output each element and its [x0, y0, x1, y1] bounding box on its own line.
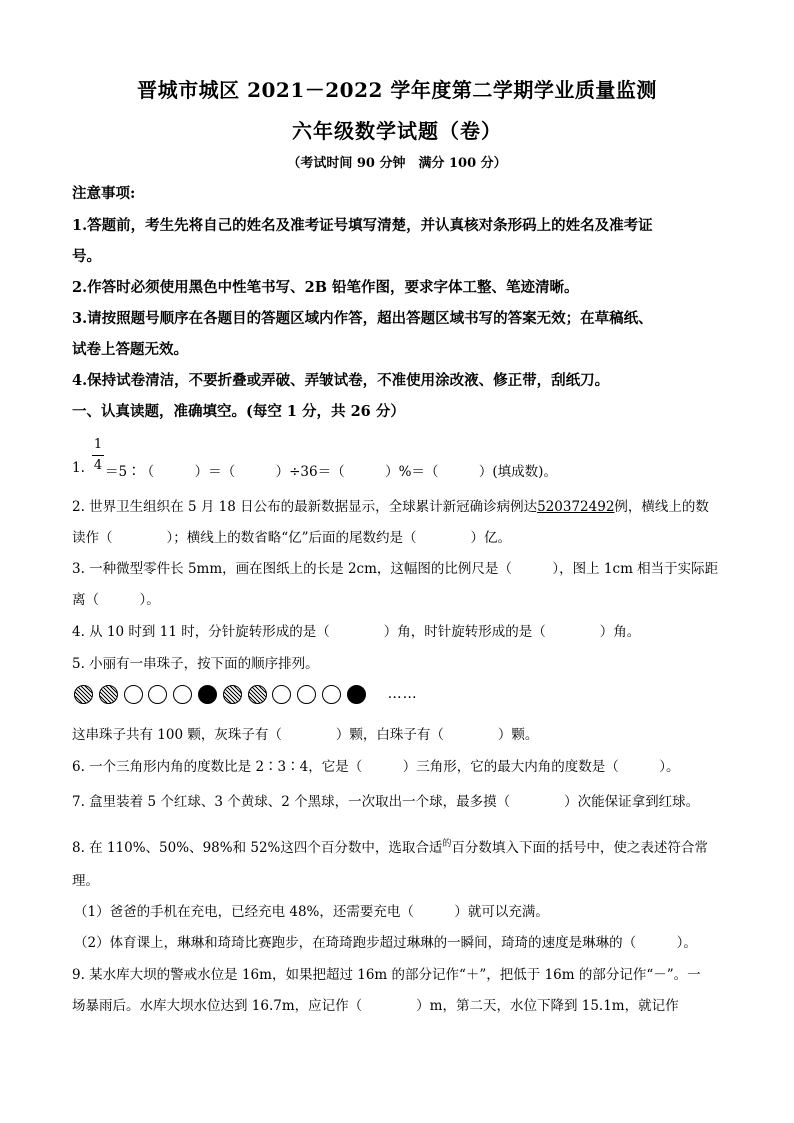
bead-sequence [74, 683, 418, 705]
question-7: 7. 盒里装着 5 个红球、3 个黄球、2 个黑球，一次取出一个球，最多摸（ ）次能保证拿到红球。 [72, 794, 700, 810]
question-8-text-a: 8. 在 110%、50%、98%和 52%这四个百分数中，选取合适 [72, 840, 443, 856]
question-2-line-1 [72, 495, 709, 515]
white-bead [297, 685, 316, 704]
gray-bead [99, 685, 118, 704]
gray-bead [223, 685, 242, 704]
question-8-sub-1: （1）爸爸的手机在充电，已经充电 48%，还需要充电（ ）就可以充满。 [74, 904, 549, 920]
white-bead [173, 685, 192, 704]
question-2-text-a: 2. 世界卫生组织在 5 月 18 日公布的最新数据显示，全球累计新冠确诊病例达 [72, 499, 538, 515]
question-8-sub-2: （2）体育课上，琳琳和琦琦比赛跑步，在琦琦跑步超过琳琳的一瞬间，琦琦的速度是琳琳的（ ）。 [74, 935, 697, 951]
white-bead [322, 685, 341, 704]
note-3-line-1: 3.请按照题号顺序在各题目的答题区域内作答，超出答题区域书写的答案无效；在草稿纸、 [72, 310, 653, 327]
exam-title: 晋城市城区 2021－2022 学年度第二学期学业质量监测 [137, 78, 657, 102]
section-1-heading: 一、认真读题，准确填空。(每空 1 分，共 26 分） [72, 403, 405, 420]
fraction-denominator: 4 [93, 458, 103, 473]
question-2-line-2: 读作（ ）；横线上的数省略“亿”后面的尾数约是（ ）亿。 [72, 530, 512, 546]
question-3-line-2: 离（ ）。 [72, 592, 160, 608]
white-bead [124, 685, 143, 704]
question-6: 6. 一个三角形内角的度数比是 2∶3∶4，它是（ ）三角形，它的最大内角的度数是（ ）。 [72, 759, 680, 775]
fraction-one-quarter [92, 438, 104, 473]
exam-subtitle: 六年级数学试题（卷） [292, 119, 502, 143]
case-count-number: 520372492 [537, 499, 615, 515]
notes-heading: 注意事项: [72, 185, 136, 202]
question-3-line-1: 3. 一种微型零件长 5mm，画在图纸上的长是 2cm，这幅图的比例尺是（ ），图上 1cm 相当于实际距 [72, 561, 719, 577]
note-4: 4.保持试卷清洁，不要折叠或弄破、弄皱试卷，不准使用涂改液、修正带，刮纸刀。 [72, 372, 610, 389]
question-9-line-1: 9. 某水库大坝的警戒水位是 16m，如果把超过 16m 的部分记作“＋”，把低于 16m 的部分记作“－”。一 [72, 967, 701, 983]
note-1-line-2: 号。 [72, 248, 101, 265]
question-8-line-2: 理。 [72, 873, 99, 889]
note-1-line-1: 1.答题前，考生先将自己的姓名及准考证号填写清楚，并认真核对条形码上的姓名及准考证 [72, 217, 653, 234]
white-bead [272, 685, 291, 704]
note-3-line-2: 试卷上答题无效。 [72, 341, 188, 358]
question-4: 4. 从 10 时到 11 时，分针旋转形成的是（ ）角，时针旋转形成的是（ ）角。 [72, 624, 641, 640]
black-bead [198, 685, 217, 704]
white-bead [148, 685, 167, 704]
question-8-raised-char: 的 [442, 839, 452, 849]
exam-info: （考试时间 90 分钟 满分 100 分） [287, 156, 507, 171]
question-1-text: ＝5∶（ ）＝（ ）÷36＝（ ）%＝（ ）(填成数)。 [105, 464, 557, 480]
fraction-bar [92, 455, 104, 456]
question-8-line-1 [72, 836, 708, 856]
question-8-text-b: 百分数填入下面的括号中，使之表述符合常 [451, 840, 708, 856]
bead-ellipsis: …… [387, 686, 418, 702]
question-9-line-2: 场暴雨后。水库大坝水位达到 16.7m，应记作（ ）m，第二天，水位下降到 15.1m，就记作 [72, 998, 679, 1014]
gray-bead [248, 685, 267, 704]
question-5-line-2: 这串珠子共有 100 颗，灰珠子有（ ）颗，白珠子有（ ）颗。 [72, 727, 539, 743]
gray-bead [74, 685, 93, 704]
note-2: 2.作答时必须使用黑色中性笔书写、2B 铅笔作图，要求字体工整、笔迹清晰。 [72, 279, 579, 296]
question-5-line-1: 5. 小丽有一串珠子，按下面的顺序排列。 [72, 656, 319, 672]
fraction-numerator: 1 [93, 437, 103, 452]
black-bead [347, 685, 366, 704]
question-1-number: 1. [72, 460, 85, 476]
question-2-text-b: 例，横线上的数 [614, 499, 709, 515]
